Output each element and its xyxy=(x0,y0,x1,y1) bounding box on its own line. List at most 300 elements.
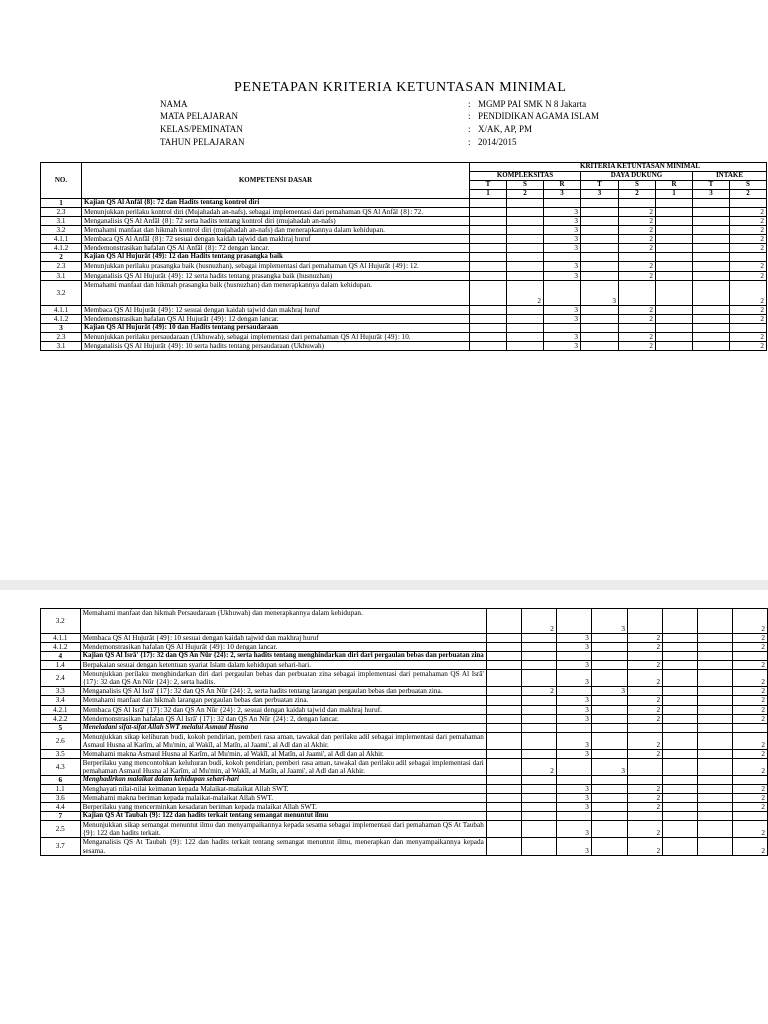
competency-text: Kajian QS At Taubah {9}: 122 dan hadits terkait tentang semangat menuntut ilmu xyxy=(80,812,486,821)
table-row xyxy=(41,643,768,652)
row-number: 4.1.1 xyxy=(41,235,82,244)
score-cell xyxy=(697,803,732,812)
row-number: 1.1 xyxy=(41,785,81,794)
score-cell: 3 xyxy=(556,643,591,652)
score-cell: 2 xyxy=(730,314,767,323)
score-cell xyxy=(581,262,619,271)
meta-label: NAMA xyxy=(160,99,188,109)
score-cell xyxy=(486,758,521,775)
score-cell xyxy=(732,812,767,821)
score-cell xyxy=(521,785,556,794)
row-number: 6 xyxy=(41,776,81,785)
table-row xyxy=(41,758,768,775)
score-cell xyxy=(619,323,656,332)
header-kompleksitas: KOMPLEKSITAS xyxy=(470,172,581,181)
meta-label: MATA PELAJARAN xyxy=(160,111,239,121)
score-cell: 3 xyxy=(556,705,591,714)
row-number: 4.1.2 xyxy=(41,244,82,253)
score-cell xyxy=(663,732,698,749)
row-number: 2.3 xyxy=(41,332,82,341)
score-cell xyxy=(507,208,544,217)
score-cell: 2 xyxy=(730,217,767,226)
score-cell: 3 xyxy=(556,785,591,794)
score-cell xyxy=(581,271,619,280)
score-cell xyxy=(521,794,556,803)
score-cell xyxy=(697,652,732,661)
score-cell: 2 xyxy=(619,341,656,350)
score-cell: 2 xyxy=(619,235,656,244)
score-cell xyxy=(486,634,521,643)
score-cell: 3 xyxy=(544,235,581,244)
section-row xyxy=(41,199,767,208)
row-number: 2.3 xyxy=(41,262,82,271)
score-cell xyxy=(627,687,662,696)
score-cell: 2 xyxy=(730,341,767,350)
score-cell xyxy=(521,723,556,732)
score-cell: 2 xyxy=(732,821,767,838)
score-cell xyxy=(693,271,730,280)
score-cell xyxy=(486,609,521,634)
score-cell xyxy=(663,609,698,634)
score-cell xyxy=(693,341,730,350)
score-cell: 2 xyxy=(732,838,767,855)
score-cell: 2 xyxy=(730,271,767,280)
row-number: 4.1.1 xyxy=(41,634,81,643)
score-cell: 2 xyxy=(627,643,662,652)
score-cell: 3 xyxy=(556,634,591,643)
score-cell: 2 xyxy=(732,714,767,723)
table-row xyxy=(41,687,768,696)
score-cell xyxy=(470,253,507,262)
competency-text: Meneladani sifat-sifat Allah SWT melalui Asmaul Husna xyxy=(80,723,486,732)
score-cell xyxy=(697,838,732,855)
score-cell: 2 xyxy=(732,609,767,634)
score-cell xyxy=(656,271,693,280)
score-cell: 2 xyxy=(732,670,767,687)
table-row xyxy=(41,821,768,838)
score-cell: 2 xyxy=(730,332,767,341)
score-cell: 2 xyxy=(619,314,656,323)
score-cell xyxy=(544,280,581,305)
score-cell xyxy=(663,652,698,661)
score-cell xyxy=(693,323,730,332)
section-row xyxy=(41,812,768,821)
score-cell xyxy=(470,305,507,314)
score-cell xyxy=(544,199,581,208)
score-cell xyxy=(591,643,627,652)
weight: 1 xyxy=(470,190,507,199)
score-cell xyxy=(656,208,693,217)
competency-text: Kajian QS Al Hujurāt {49}: 10 dan Hadits tentang persaudaraan xyxy=(82,323,470,332)
score-cell xyxy=(663,812,698,821)
score-cell xyxy=(521,838,556,855)
weight: 3 xyxy=(581,190,619,199)
score-cell: 3 xyxy=(556,749,591,758)
score-cell xyxy=(591,785,627,794)
score-cell xyxy=(470,226,507,235)
table-row xyxy=(41,217,767,226)
subhead-r: R xyxy=(544,181,581,190)
score-cell xyxy=(693,280,730,305)
score-cell xyxy=(591,776,627,785)
score-cell xyxy=(556,687,591,696)
score-cell: 2 xyxy=(619,208,656,217)
row-number: 3.7 xyxy=(41,838,81,855)
score-cell xyxy=(591,812,627,821)
score-cell xyxy=(470,208,507,217)
score-cell xyxy=(581,199,619,208)
score-cell xyxy=(591,652,627,661)
row-number: 2.3 xyxy=(41,208,82,217)
score-cell xyxy=(656,217,693,226)
competency-text: Menunjukkan sikap semangat menuntut ilmu dan menyampaikannya kepada sesama sebagai implementasi dari pemahaman QS At Taubah {9}: 122 dan hadits terkait. xyxy=(80,821,486,838)
score-cell xyxy=(544,253,581,262)
score-cell xyxy=(507,226,544,235)
score-cell xyxy=(693,332,730,341)
meta-separator: : xyxy=(468,137,471,147)
score-cell: 2 xyxy=(730,244,767,253)
weight: 2 xyxy=(507,190,544,199)
score-cell: 3 xyxy=(556,803,591,812)
score-cell: 2 xyxy=(732,696,767,705)
score-cell: 3 xyxy=(544,226,581,235)
competency-text: Kajian QS Al Anfāl {8}: 72 dan Hadits tentang kontrol diri xyxy=(82,199,470,208)
row-number: 4.1.2 xyxy=(41,314,82,323)
score-cell: 3 xyxy=(556,661,591,670)
score-cell xyxy=(591,696,627,705)
score-cell: 2 xyxy=(732,705,767,714)
score-cell xyxy=(470,244,507,253)
score-cell: 2 xyxy=(627,838,662,855)
score-cell xyxy=(591,634,627,643)
score-cell xyxy=(663,838,698,855)
score-cell: 2 xyxy=(507,280,544,305)
score-cell xyxy=(663,687,698,696)
competency-text: Berpakaian sesuai dengan ketentuan syariat Islam dalam kehidupan sehari-hari. xyxy=(80,661,486,670)
score-cell: 3 xyxy=(544,314,581,323)
score-cell xyxy=(730,253,767,262)
score-cell xyxy=(486,705,521,714)
document-page-2 xyxy=(0,590,768,1024)
kkm-table-page-1 xyxy=(40,162,767,351)
table-row xyxy=(41,749,768,758)
score-cell xyxy=(591,821,627,838)
score-cell xyxy=(521,803,556,812)
score-cell xyxy=(521,732,556,749)
table-row xyxy=(41,838,768,855)
score-cell xyxy=(521,776,556,785)
score-cell xyxy=(693,217,730,226)
score-cell xyxy=(486,643,521,652)
score-cell xyxy=(697,714,732,723)
score-cell xyxy=(486,785,521,794)
score-cell xyxy=(627,812,662,821)
meta-value: X/AK, AP, PM xyxy=(478,124,533,134)
score-cell xyxy=(507,341,544,350)
score-cell xyxy=(581,244,619,253)
score-cell: 3 xyxy=(544,305,581,314)
score-cell xyxy=(470,262,507,271)
competency-text: Membaca QS Al Isrā' {17}: 32 dan QS An Nūr {24}: 2, sesuai dengan kaidah tajwid dan makhraj huruf. xyxy=(80,705,486,714)
score-cell xyxy=(591,749,627,758)
score-cell xyxy=(556,776,591,785)
score-cell: 2 xyxy=(730,235,767,244)
score-cell: 2 xyxy=(521,687,556,696)
table-row xyxy=(41,305,767,314)
score-cell xyxy=(693,253,730,262)
weight: 3 xyxy=(544,190,581,199)
row-number: 1.4 xyxy=(41,661,81,670)
table-row xyxy=(41,226,767,235)
score-cell xyxy=(732,652,767,661)
table-row xyxy=(41,271,767,280)
competency-text: Memahami makna Asmaul Husna al Karīm, al Mu'min, al Wakīl, al Matīn, al Jaami', al Adl dan al Akhir. xyxy=(80,749,486,758)
score-cell: 2 xyxy=(627,785,662,794)
competency-text: Menunjukkan perilaku kontrol diri (Mujahadah an-nafs), sebagai implementasi dari pemahaman QS Al Anfāl {8}: 72. xyxy=(82,208,470,217)
score-cell: 2 xyxy=(627,705,662,714)
score-cell xyxy=(697,705,732,714)
table-row xyxy=(41,244,767,253)
score-cell xyxy=(619,280,656,305)
row-number: 2.6 xyxy=(41,732,81,749)
subhead-t: T xyxy=(693,181,730,190)
header-kompetensi-dasar: KOMPETENSI DASAR xyxy=(82,163,470,199)
score-cell xyxy=(521,670,556,687)
meta-row-tahun xyxy=(160,137,517,147)
score-cell xyxy=(544,323,581,332)
competency-text: Kajian QS Al Isrā' {17}: 32 dan QS An Nūr {24}: 2, serta hadits tentang menghindarkan diri dari pergaulan bebas dan perbuatan zina xyxy=(80,652,486,661)
score-cell xyxy=(486,838,521,855)
score-cell: 2 xyxy=(627,749,662,758)
meta-value: 2014/2015 xyxy=(478,137,517,147)
score-cell xyxy=(486,696,521,705)
row-number: 7 xyxy=(41,812,81,821)
score-cell xyxy=(486,776,521,785)
row-number: 3.1 xyxy=(41,341,82,350)
score-cell xyxy=(693,314,730,323)
row-number: 3.2 xyxy=(41,280,82,305)
score-cell xyxy=(507,271,544,280)
score-cell xyxy=(619,253,656,262)
table-row xyxy=(41,314,767,323)
score-cell: 3 xyxy=(556,838,591,855)
score-cell: 2 xyxy=(732,794,767,803)
table-row xyxy=(41,714,768,723)
score-cell xyxy=(591,794,627,803)
score-cell xyxy=(591,803,627,812)
row-number: 3.2 xyxy=(41,226,82,235)
section-row xyxy=(41,776,768,785)
competency-text: Menganalisis QS At Taubah {9}: 122 dan hadits terkait tentang semangat menuntut ilmu, menerapkan dan menyampaikannya kepada sesama. xyxy=(80,838,486,855)
row-number: 2.4 xyxy=(41,670,81,687)
score-cell xyxy=(581,305,619,314)
score-cell: 2 xyxy=(732,749,767,758)
score-cell xyxy=(663,643,698,652)
score-cell xyxy=(581,314,619,323)
score-cell xyxy=(521,634,556,643)
score-cell: 3 xyxy=(556,794,591,803)
row-number: 2.5 xyxy=(41,821,81,838)
score-cell: 2 xyxy=(730,226,767,235)
score-cell: 2 xyxy=(627,661,662,670)
table-row xyxy=(41,332,767,341)
score-cell xyxy=(521,643,556,652)
score-cell xyxy=(627,776,662,785)
row-number: 4.2.2 xyxy=(41,714,81,723)
competency-text: Menganalisis QS Al Isrā' {17}: 32 dan QS An Nūr {24}: 2, serta hadits tentang larangan pergaulan bebas dan perbuatan zina. xyxy=(80,687,486,696)
score-cell xyxy=(697,812,732,821)
score-cell xyxy=(507,262,544,271)
score-cell: 2 xyxy=(732,643,767,652)
weight: 3 xyxy=(693,190,730,199)
score-cell xyxy=(663,696,698,705)
competency-text: Memahami manfaat dan hikmah prasangka baik (husnuzhan) dan menerapkannya dalam kehidupan. xyxy=(82,280,470,305)
score-cell xyxy=(486,652,521,661)
table-row xyxy=(41,794,768,803)
score-cell xyxy=(656,280,693,305)
score-cell: 2 xyxy=(619,217,656,226)
table-row xyxy=(41,609,768,634)
table-row xyxy=(41,732,768,749)
score-cell: 2 xyxy=(627,696,662,705)
score-cell xyxy=(507,323,544,332)
kkm-table-body xyxy=(41,609,768,856)
score-cell: 2 xyxy=(627,714,662,723)
score-cell: 2 xyxy=(730,262,767,271)
score-cell xyxy=(693,199,730,208)
score-cell xyxy=(619,199,656,208)
score-cell xyxy=(591,705,627,714)
meta-row-kelas xyxy=(160,124,532,134)
header-intake: INTAKE xyxy=(693,172,767,181)
competency-text: Menganalisis QS Al Hujurāt {49}: 10 serta hadits tentang persaudaraan (Ukhuwah) xyxy=(82,341,470,350)
subhead-s: S xyxy=(619,181,656,190)
score-cell: 3 xyxy=(591,687,627,696)
competency-text: Menganalisis QS Al Hujurāt {49}: 12 serta hadits tentang prasangka baik (husnuzhan) xyxy=(82,271,470,280)
score-cell xyxy=(697,609,732,634)
score-cell xyxy=(697,776,732,785)
score-cell xyxy=(627,758,662,775)
score-cell xyxy=(521,749,556,758)
score-cell: 2 xyxy=(732,732,767,749)
score-cell: 3 xyxy=(581,280,619,305)
competency-text: Menunjukkan sikap kelihuran budi, kokoh pendirian, pemberi rasa aman, tawakal dan perilaku adil sebagai implementasi dari pemahaman Asmaul Husna al Karīm, al Mu'min, al Wakīl, al Matīn, al Jaami', al Adl dan al Akhir. xyxy=(80,732,486,749)
score-cell xyxy=(656,332,693,341)
weight: 2 xyxy=(619,190,656,199)
score-cell xyxy=(627,609,662,634)
subhead-t: T xyxy=(581,181,619,190)
score-cell xyxy=(663,634,698,643)
meta-value: PENDIDIKAN AGAMA ISLAM xyxy=(478,111,600,121)
score-cell xyxy=(507,314,544,323)
competency-text: Menganalisis QS Al Anfāl {8}: 72 serta hadits tentang kontrol diri (mujahadah an-nafs) xyxy=(82,217,470,226)
score-cell xyxy=(656,314,693,323)
competency-text: Mendemonstrasikan hafalan QS Al Anfāl {8}: 72 dengan lancar. xyxy=(82,244,470,253)
score-cell xyxy=(656,226,693,235)
score-cell xyxy=(656,262,693,271)
score-cell xyxy=(697,749,732,758)
score-cell: 2 xyxy=(732,687,767,696)
score-cell xyxy=(627,723,662,732)
score-cell: 2 xyxy=(521,609,556,634)
score-cell: 2 xyxy=(732,785,767,794)
score-cell xyxy=(470,341,507,350)
meta-label: TAHUN PELAJARAN xyxy=(160,137,245,147)
meta-label: KELAS/PEMINATAN xyxy=(160,124,243,134)
competency-text: Mendemonstrasikan hafalan QS Al Hujurāt {49}: 10 dengan lancar. xyxy=(80,643,486,652)
score-cell xyxy=(663,776,698,785)
subhead-s: S xyxy=(730,181,767,190)
score-cell: 2 xyxy=(619,332,656,341)
row-number: 3.1 xyxy=(41,271,82,280)
score-cell: 2 xyxy=(627,732,662,749)
score-cell xyxy=(656,235,693,244)
score-cell xyxy=(697,634,732,643)
score-cell xyxy=(591,838,627,855)
row-number: 4 xyxy=(41,652,81,661)
score-cell: 2 xyxy=(627,634,662,643)
row-number: 3 xyxy=(41,323,82,332)
score-cell xyxy=(581,226,619,235)
competency-text: Menunjukkan perilaku prasangka baik (husnuzhan), sebagai implementasi dari pemahaman QS Al Hujurāt {49}: 12. xyxy=(82,262,470,271)
score-cell xyxy=(663,785,698,794)
score-cell xyxy=(656,244,693,253)
score-cell xyxy=(507,199,544,208)
competency-text: Membaca QS Al Anfāl {8}: 72 sesuai dengan kaidah tajwid dan makhraj huruf xyxy=(82,235,470,244)
score-cell: 2 xyxy=(619,226,656,235)
score-cell xyxy=(591,714,627,723)
score-cell xyxy=(697,758,732,775)
score-cell xyxy=(656,199,693,208)
score-cell xyxy=(556,723,591,732)
score-cell: 3 xyxy=(544,217,581,226)
competency-text: Membaca QS Al Hujurāt {49}: 10 sesuai dengan kaidah tajwid dan makhraj huruf xyxy=(80,634,486,643)
row-number: 3.5 xyxy=(41,749,81,758)
section-row xyxy=(41,652,768,661)
score-cell: 2 xyxy=(627,670,662,687)
score-cell xyxy=(556,609,591,634)
score-cell: 3 xyxy=(544,332,581,341)
score-cell xyxy=(697,821,732,838)
competency-text: Memahami manfaat dan hikmah larangan pergaulan bebas dan perbuatan zina. xyxy=(80,696,486,705)
score-cell xyxy=(581,235,619,244)
score-cell: 2 xyxy=(521,758,556,775)
score-cell xyxy=(486,723,521,732)
table-row xyxy=(41,661,768,670)
score-cell xyxy=(732,723,767,732)
row-number: 5 xyxy=(41,723,81,732)
score-cell xyxy=(581,208,619,217)
score-cell xyxy=(697,696,732,705)
table-row xyxy=(41,208,767,217)
score-cell: 3 xyxy=(591,609,627,634)
score-cell xyxy=(663,803,698,812)
score-cell xyxy=(486,661,521,670)
score-cell xyxy=(470,314,507,323)
score-cell xyxy=(521,652,556,661)
score-cell xyxy=(663,661,698,670)
section-row xyxy=(41,723,768,732)
score-cell xyxy=(556,652,591,661)
score-cell xyxy=(486,670,521,687)
score-cell xyxy=(556,812,591,821)
score-cell xyxy=(591,661,627,670)
competency-text: Memahami manfaat dan hikmah Persaudaraan (Ukhuwah) dan menerapkannya dalam kehidupan. xyxy=(80,609,486,634)
score-cell: 3 xyxy=(544,244,581,253)
score-cell xyxy=(663,723,698,732)
score-cell xyxy=(521,696,556,705)
score-cell: 3 xyxy=(544,208,581,217)
